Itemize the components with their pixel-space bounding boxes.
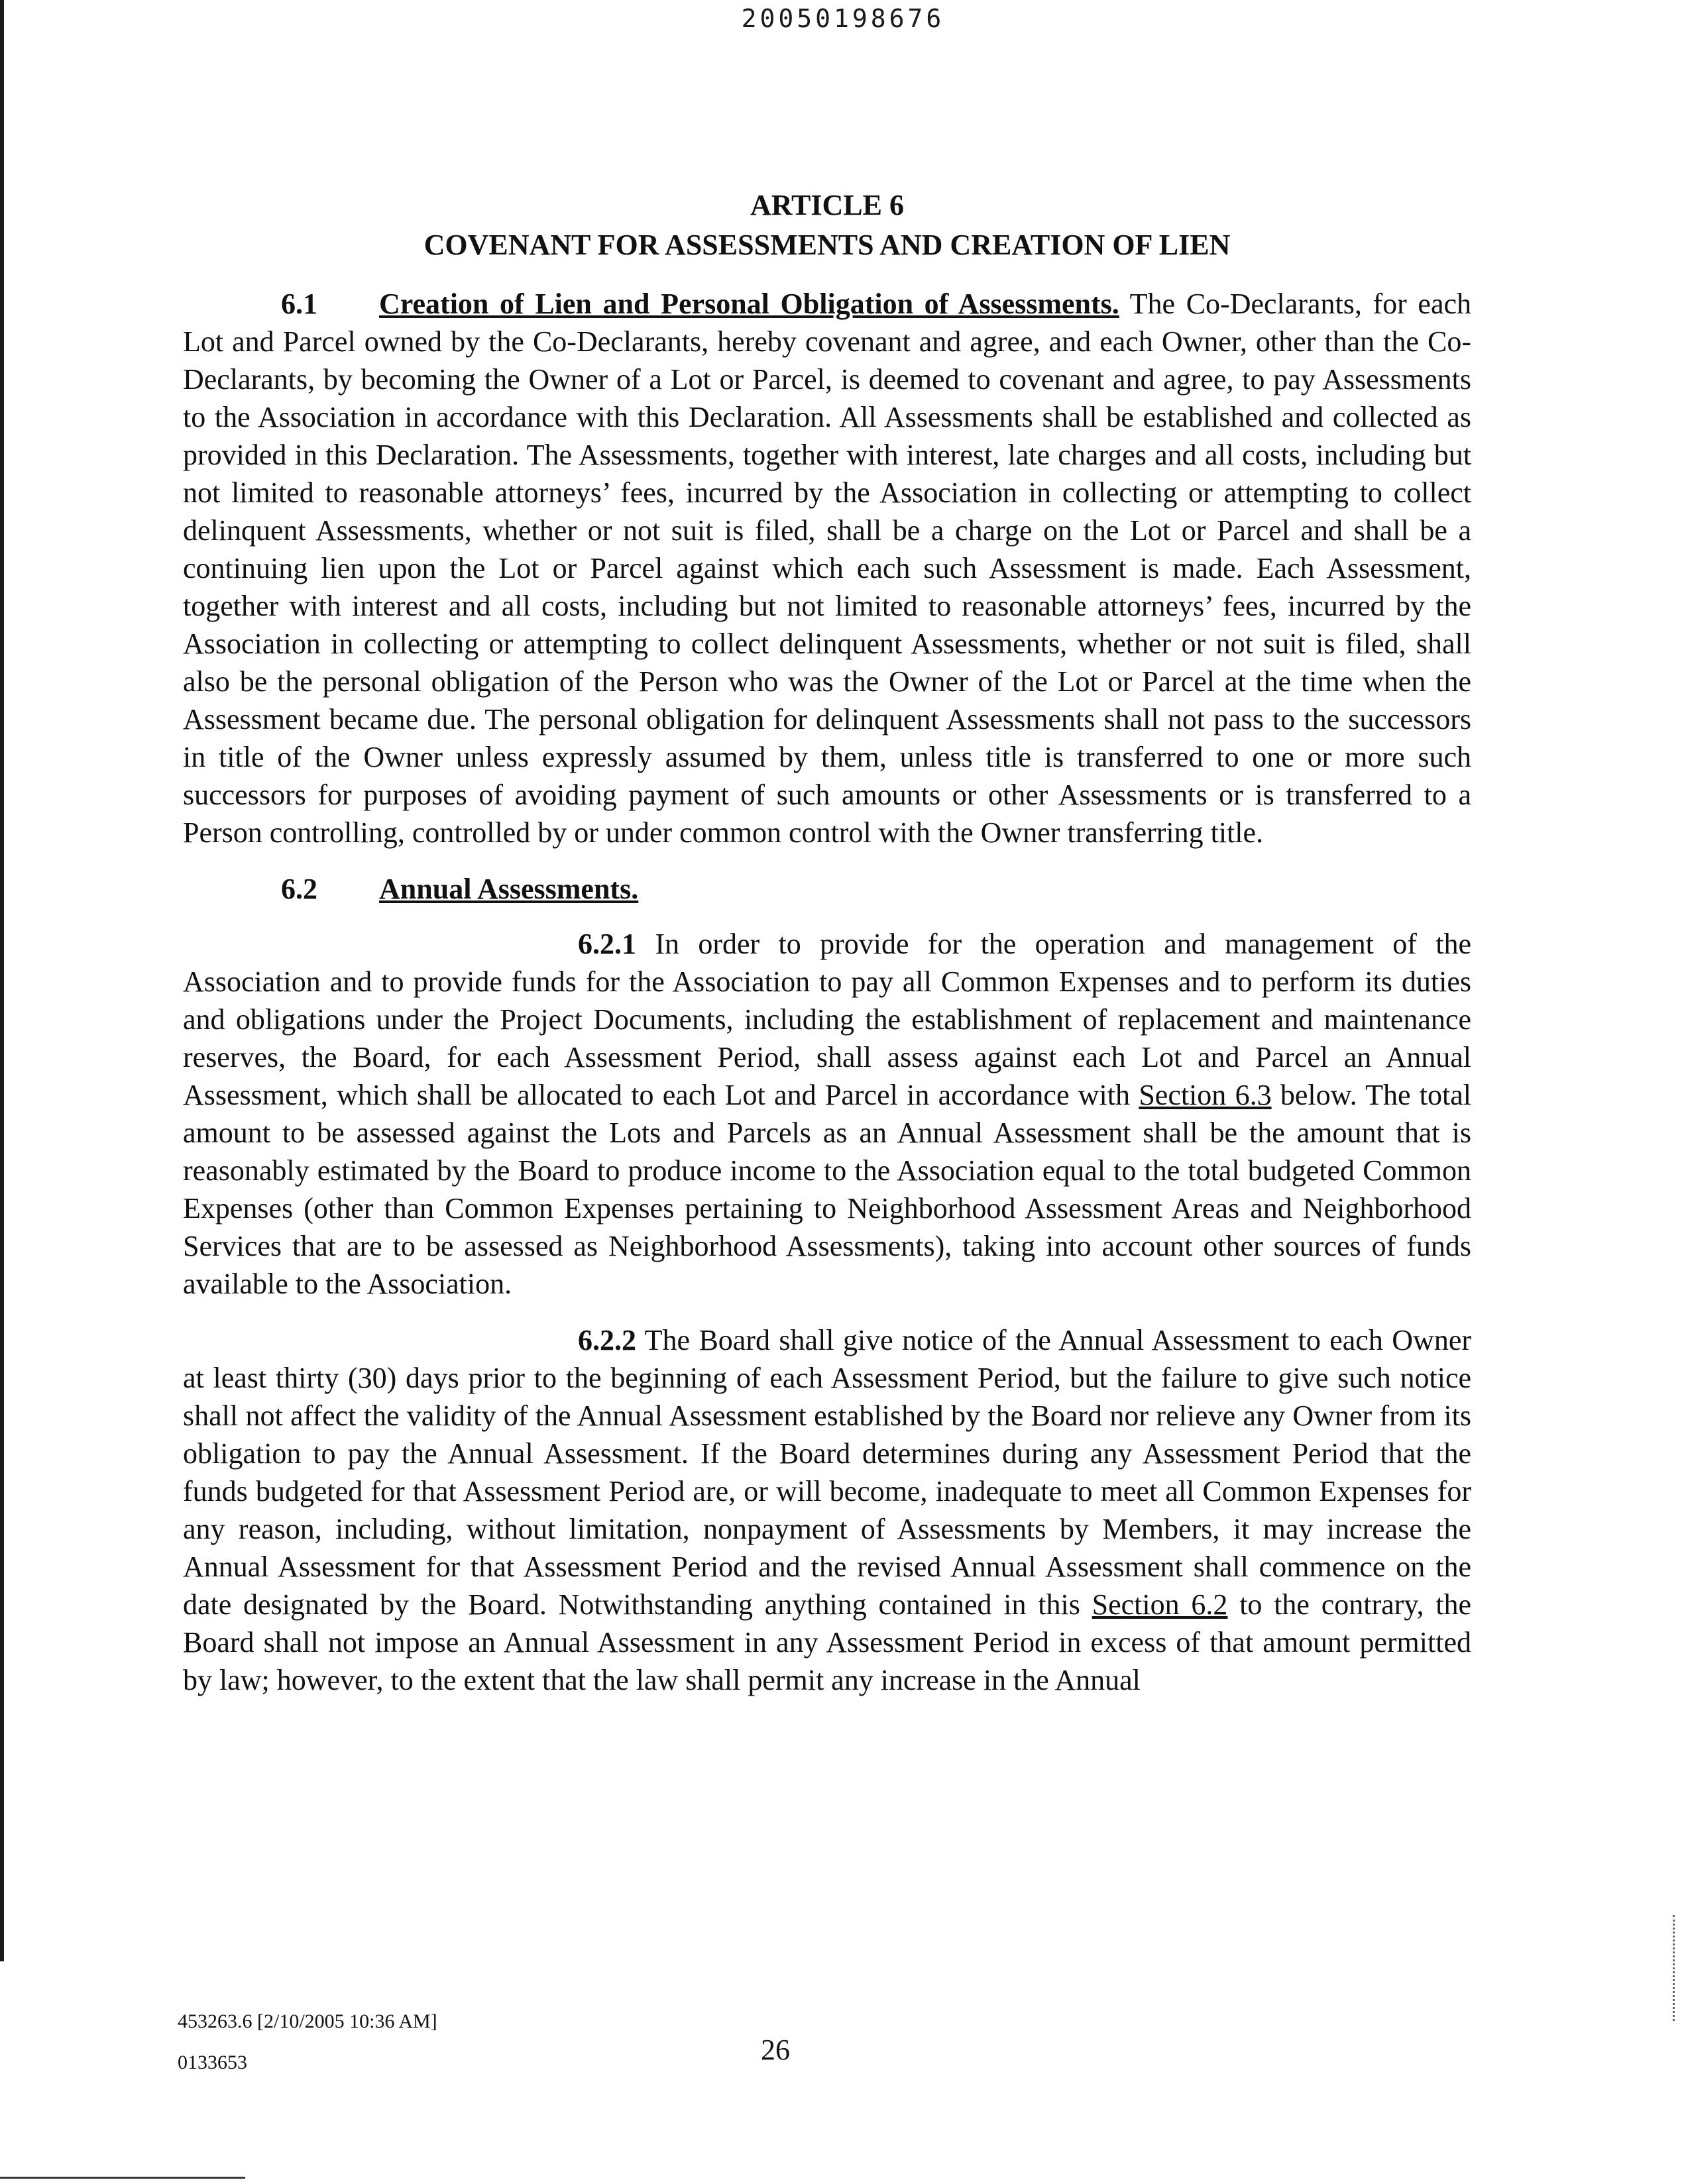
scan-edge-left (0, 0, 4, 1961)
section-6-2-heading (183, 870, 1471, 908)
article-title: COVENANT FOR ASSESSMENTS AND CREATION OF LIEN (423, 229, 1231, 261)
section-6-1-title: Creation of Lien and Personal Obligation of Assessments. (379, 288, 1119, 320)
section-6-2-1-number: 6.2.1 (578, 928, 636, 960)
section-6-2-2-paragraph (183, 1321, 1471, 1699)
recording-number: 20050198676 (741, 4, 945, 33)
section-6-2-2-text-a: The Board shall give notice of the Annual Assessment to each Owner at least thirty (30) days prior to the beginning of each Assessment Period, but the failure to give such notice shall not affect the validity of the Annual Assessment established by the Board nor relieve any Owner from its obligation to pay the Annual Assessment. If the Board determines during any Assessment Period that the funds budgeted for that Assessment Period are, or will become, inadequate to meet all Common Expenses for any reason, including, without limitation, nonpayment of Assessments by Members, it may increase the Annual Assessment for that Assessment Period and the revised Annual Assessment shall commence on the date designated by the Board. Notwithstanding anything contained in this (183, 1324, 1471, 1621)
footer-doc-id: 453263.6 [2/10/2005 10:36 AM] (178, 2010, 437, 2032)
section-6-2-1-text-a: In order to provide for the operation and management of the Association and to provide funds for the Association to pay all Common Expenses and to perform its duties and obligations under the Project Documents, including the establishment of replacement and maintenance reserves, the Board, for each Assessment Period, shall assess against each Lot and Parcel an Annual Assessment, which shall be allocated to each Lot and Parcel in accordance with (183, 928, 1471, 1111)
section-6-1-number: 6.1 (281, 288, 317, 320)
section-6-2-1-text-b: below. The total amount to be assessed against the Lots and Parcels as an Annual Assessment shall be the amount that is reasonably estimated by the Board to produce income to the Association equal to the total budgeted Common Expenses (other than Common Expenses pertaining to Neighborhood Assessment Areas and Neighborhood Services that are to be assessed as Neighborhood Assessments), taking into account other sources of funds available to the Association. (183, 1079, 1471, 1300)
article-number: ARTICLE 6 (750, 189, 904, 221)
section-6-2-2-text-b: to the contrary, the Board shall not impose an Annual Assessment in any Assessment Period in excess of that amount permitted by law; however, to the extent that the law shall permit any increase in the Annual (183, 1588, 1471, 1696)
section-6-2-reference: Section 6.2 (1092, 1588, 1228, 1621)
scan-bottom-line (0, 2177, 245, 2179)
section-6-2-2-number: 6.2.2 (578, 1324, 636, 1356)
section-6-2-title: Annual Assessments. (379, 873, 639, 905)
footer-client-code: 0133653 (178, 2051, 247, 2073)
page-number: 26 (761, 2034, 790, 2066)
section-6-1-paragraph (183, 285, 1471, 851)
section-6-2-1-paragraph (183, 925, 1471, 1303)
article-heading (183, 186, 1471, 265)
scan-edge-right (1673, 1915, 1677, 2021)
section-6-1-text: The Co-Declarants, for each Lot and Parcel owned by the Co-Declarants, hereby covenant and agree, and each Owner, other than the Co-Declarants, by becoming the Owner of a Lot or Parcel, is deemed to covenant and agree, to pay Assessments to the Association in accordance with this Declaration. All Assessments shall be established and collected as provided in this Declaration. The Assessments, together with interest, late charges and all costs, including but not limited to reasonable attorneys’ fees, incurred by the Association in collecting or attempting to collect delinquent Assessments, whether or not suit is filed, shall be a charge on the Lot or Parcel and shall be a continuing lien upon the Lot or Parcel against which each such Assessment is made. Each Assessment, together with interest and all costs, including but not limited to reasonable attorneys’ fees, incurred by the Association in collecting or attempting to collect delinquent Assessments, whether or not suit is filed, shall also be the personal obligation of the Person who was the Owner of the Lot or Parcel at the time when the Assessment became due. The personal obligation for delinquent Assessments shall not pass to the successors in title of the Owner unless expressly assumed by them, unless title is transferred to one or more such successors for purposes of avoiding payment of such amounts or other Assessments or is transferred to a Person controlling, controlled by or under common control with the Owner transferring title. (183, 288, 1472, 849)
document-body (183, 186, 1471, 1699)
section-6-3-reference: Section 6.3 (1139, 1079, 1272, 1111)
section-6-2-number: 6.2 (281, 873, 317, 905)
